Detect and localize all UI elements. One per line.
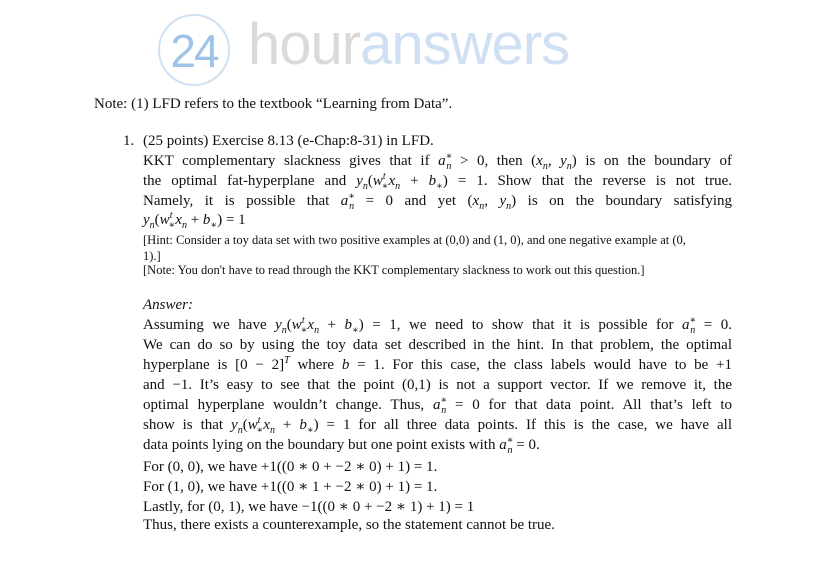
a6-text-b: for all three data points. If this is the case, we have all [350,417,732,433]
a5-text-b: for that data point. All that’s left to [479,397,732,413]
line3-text-b: and yet [393,193,468,209]
a7-text-a: data points lying on the boundary but one point exists with [143,437,500,453]
answer-line-1 [143,317,732,334]
answer-line-3 [143,357,732,374]
answer-line-6 [143,417,732,434]
a6-equation: $y_n(w^t_∗x_n + b_∗) = 1$ [231,415,351,436]
a3-bias: b = 1 [341,357,381,373]
boundary-equation-2: $y_n(w^t_∗x_n + b_∗) = 1$ [143,210,246,231]
check-point-00: For (0, 0), we have +1((0 ∗ 0 + −2 ∗ 0) + 1) = 1. [143,459,438,475]
check-point-10: For (1, 0), we have +1((0 ∗ 1 + −2 ∗ 0) + 1) = 1. [143,479,438,495]
a1-text-a: Assuming we have [143,317,276,333]
logo-word-answers: answers [360,12,570,77]
kkt-text-b: , then [484,153,532,169]
textbook-note: Note: (1) LFD refers to the textbook “Learning from Data”. [94,96,453,112]
question-line-4 [143,212,246,229]
alpha-zero: $a^∗_n = 0$ [340,191,394,212]
point-xy: ($x_n$, $y_n$) [467,193,517,212]
answer-label: Answer: [143,297,193,313]
conclusion: Thus, there exists a counterexample, so the statement cannot be true. [143,517,555,533]
question-number: 1. [123,133,135,149]
a3-text-a: hyperplane is [143,357,236,373]
boundary-equation: $y_n(w^t_∗x_n + b_∗) = 1$ [356,171,484,192]
a1-equation: $y_n(w^t_∗x_n + b_∗) = 1$ [275,315,397,336]
a6-text-a: show is that [143,417,232,433]
a1-alpha: $a^∗_n = 0$. [682,315,732,336]
logo-number: 24 [170,25,218,77]
kkt-text-c: is on the boundary of [576,153,732,169]
a3-weights: $[0 - 2]^T$ [235,355,290,373]
answer-line-2: We can do so by using the toy data set described in the hint. In that problem, the optimal [143,337,732,353]
kkt-point: ($x_n$, $y_n$) [531,153,577,172]
answer-line-5 [143,397,732,414]
a5-alpha: $a^∗_n = 0$ [432,395,480,416]
kkt-text-a: KKT complementary slackness gives that if [143,153,439,169]
hint-line-2: 1).] [143,249,161,263]
note-line: [Note: You don't have to read through the KKT complementary slackness to work out this question.] [143,263,645,277]
question-line-3 [143,193,732,210]
question-line-2 [143,173,732,190]
logo-word-hour: hour [248,12,361,77]
question-header: (25 points) Exercise 8.13 (e-Chap:8-31) in LFD. [143,133,434,149]
question-kkt-line [143,153,732,170]
answer-line-7 [143,437,540,454]
line2-text-a: the optimal fat-hyperplane and [143,173,357,189]
hint-line-1: [Hint: Consider a toy data set with two positive examples at (0,0) and (1, 0), and one negative example at (0, [143,233,686,247]
logo-wordmark [248,10,569,80]
a3-text-b: where [289,357,342,373]
a3-text-c: . For this case, the class labels would have to be +1 [380,357,732,373]
a1-text-b: , we need to show that it is possible for [396,317,682,333]
check-point-01: Lastly, for (0, 1), we have −1((0 ∗ 0 + −2 ∗ 1) + 1) = 1 [143,499,475,515]
answer-line-4: and −1. It’s easy to see that the point (0,1) is not a support vector. If we remove it, the [143,377,732,393]
line3-text-a: Namely, it is possible that [143,193,341,209]
line3-text-c: is on the boundary satisfying [516,193,732,209]
line2-text-b: . Show that the reverse is not true. [483,173,732,189]
kkt-condition: $a^∗_n > 0$ [438,151,485,172]
a7-alpha: $a^∗_n = 0$. [499,435,540,456]
a5-text-a: optimal hyperplane wouldn’t change. Thus, [143,397,433,413]
